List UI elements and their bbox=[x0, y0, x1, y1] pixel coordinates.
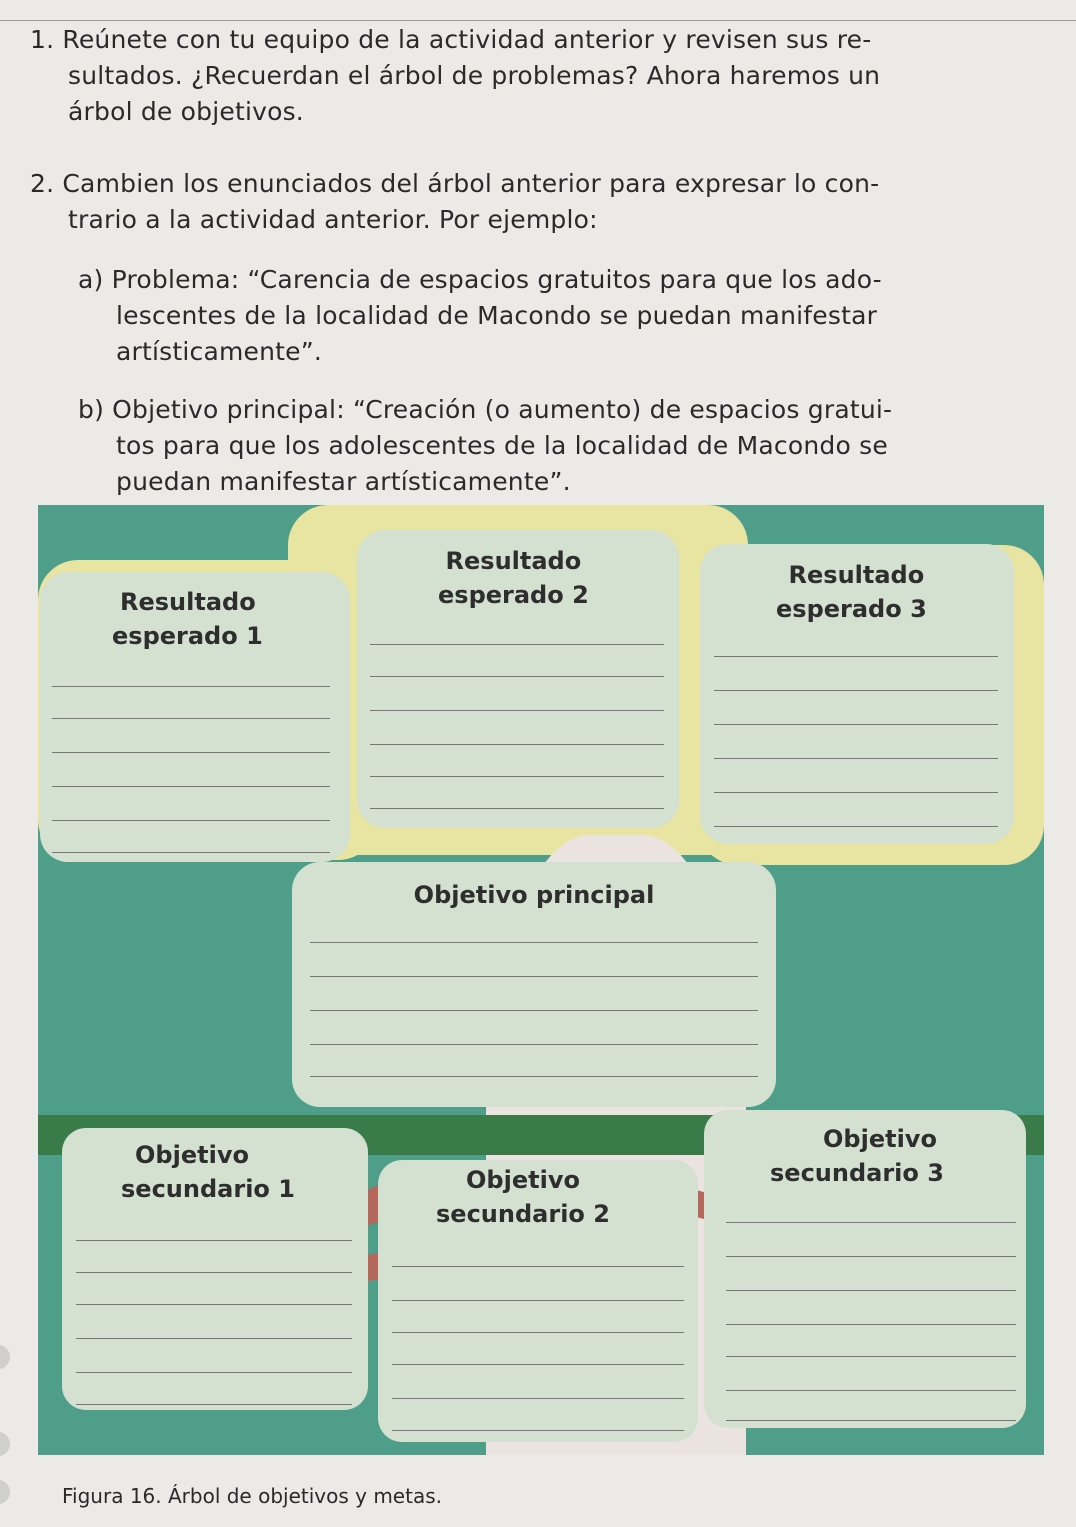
result-2-title-line: esperado 2 bbox=[438, 581, 589, 609]
write-line bbox=[726, 1290, 1016, 1291]
write-line bbox=[76, 1304, 352, 1305]
example-problem-line: artísticamente”. bbox=[116, 337, 323, 366]
instruction-2 bbox=[30, 166, 879, 238]
example-objective bbox=[78, 392, 892, 500]
write-line bbox=[714, 690, 998, 691]
binder-hole bbox=[0, 1480, 10, 1504]
write-line bbox=[392, 1364, 684, 1365]
write-line bbox=[392, 1300, 684, 1301]
instruction-2-line: 2. Cambien los enunciados del árbol anterior para expresar lo con- bbox=[30, 169, 880, 198]
write-line bbox=[714, 826, 998, 827]
write-line bbox=[726, 1420, 1016, 1421]
result-3-title-line: esperado 3 bbox=[776, 595, 927, 623]
result-3-title-line: Resultado bbox=[788, 561, 925, 589]
example-problem bbox=[78, 262, 882, 370]
write-line bbox=[52, 852, 330, 853]
result-2-title bbox=[438, 544, 589, 612]
write-line bbox=[392, 1332, 684, 1333]
write-line bbox=[714, 792, 998, 793]
secondary-3-title-line: secundario 3 bbox=[770, 1159, 944, 1187]
write-line bbox=[726, 1324, 1016, 1325]
write-line bbox=[392, 1430, 684, 1431]
secondary-1-title bbox=[62, 1138, 368, 1206]
figure-caption: Figura 16. Árbol de objetivos y metas. bbox=[62, 1484, 442, 1508]
write-line bbox=[310, 976, 758, 977]
main-objective-title: Objetivo principal bbox=[413, 881, 655, 909]
result-1-title bbox=[112, 585, 263, 653]
write-line bbox=[370, 676, 664, 677]
secondary-2-title bbox=[378, 1163, 698, 1231]
example-objective-line: puedan manifestar artísticamente”. bbox=[116, 467, 571, 496]
instruction-1-line: árbol de objetivos. bbox=[68, 97, 304, 126]
secondary-3-title-line: Objetivo bbox=[823, 1125, 937, 1153]
write-line bbox=[714, 758, 998, 759]
secondary-1-title-line: Objetivo bbox=[135, 1141, 249, 1169]
example-problem-line: lescentes de la localidad de Macondo se puedan manifestar bbox=[116, 301, 878, 330]
write-line bbox=[310, 1044, 758, 1045]
example-objective-line: tos para que los adolescentes de la localidad de Macondo se bbox=[116, 431, 888, 460]
write-line bbox=[370, 808, 664, 809]
write-line bbox=[370, 710, 664, 711]
write-line bbox=[52, 752, 330, 753]
write-line bbox=[52, 718, 330, 719]
result-2-title-line: Resultado bbox=[445, 547, 582, 575]
write-line bbox=[52, 786, 330, 787]
result-3-title bbox=[776, 558, 927, 626]
secondary-2-title-line: Objetivo bbox=[466, 1166, 580, 1194]
write-line bbox=[392, 1398, 684, 1399]
write-line bbox=[310, 1010, 758, 1011]
instruction-2-line: trario a la actividad anterior. Por ejemplo: bbox=[68, 205, 598, 234]
write-line bbox=[370, 776, 664, 777]
write-line bbox=[726, 1222, 1016, 1223]
secondary-3-title bbox=[770, 1122, 944, 1190]
result-1-title-line: esperado 1 bbox=[112, 622, 263, 650]
write-line bbox=[392, 1266, 684, 1267]
binder-hole bbox=[0, 1345, 10, 1369]
instruction-1 bbox=[30, 22, 880, 130]
result-1-title-line: Resultado bbox=[120, 588, 256, 616]
secondary-2-title-line: secundario 2 bbox=[436, 1200, 610, 1228]
instruction-1-line: sultados. ¿Recuerdan el árbol de problemas? Ahora haremos un bbox=[68, 61, 881, 90]
write-line bbox=[726, 1356, 1016, 1357]
write-line bbox=[310, 1076, 758, 1077]
write-line bbox=[76, 1404, 352, 1405]
write-line bbox=[76, 1338, 352, 1339]
secondary-1-title-line: secundario 1 bbox=[121, 1175, 295, 1203]
write-line bbox=[76, 1240, 352, 1241]
write-line bbox=[370, 644, 664, 645]
write-line bbox=[714, 656, 998, 657]
write-line bbox=[52, 820, 330, 821]
example-problem-line: a) Problema: “Carencia de espacios gratuitos para que los ado- bbox=[78, 265, 882, 294]
example-objective-line: b) Objetivo principal: “Creación (o aumento) de espacios gratui- bbox=[78, 395, 893, 424]
write-line bbox=[714, 724, 998, 725]
write-line bbox=[726, 1390, 1016, 1391]
write-line bbox=[370, 744, 664, 745]
write-line bbox=[310, 942, 758, 943]
instruction-1-line: 1. Reúnete con tu equipo de la actividad anterior y revisen sus re- bbox=[30, 25, 872, 54]
write-line bbox=[52, 686, 330, 687]
write-line bbox=[726, 1256, 1016, 1257]
binder-hole bbox=[0, 1432, 10, 1456]
write-line bbox=[76, 1372, 352, 1373]
write-line bbox=[76, 1272, 352, 1273]
top-rule bbox=[0, 20, 1076, 21]
